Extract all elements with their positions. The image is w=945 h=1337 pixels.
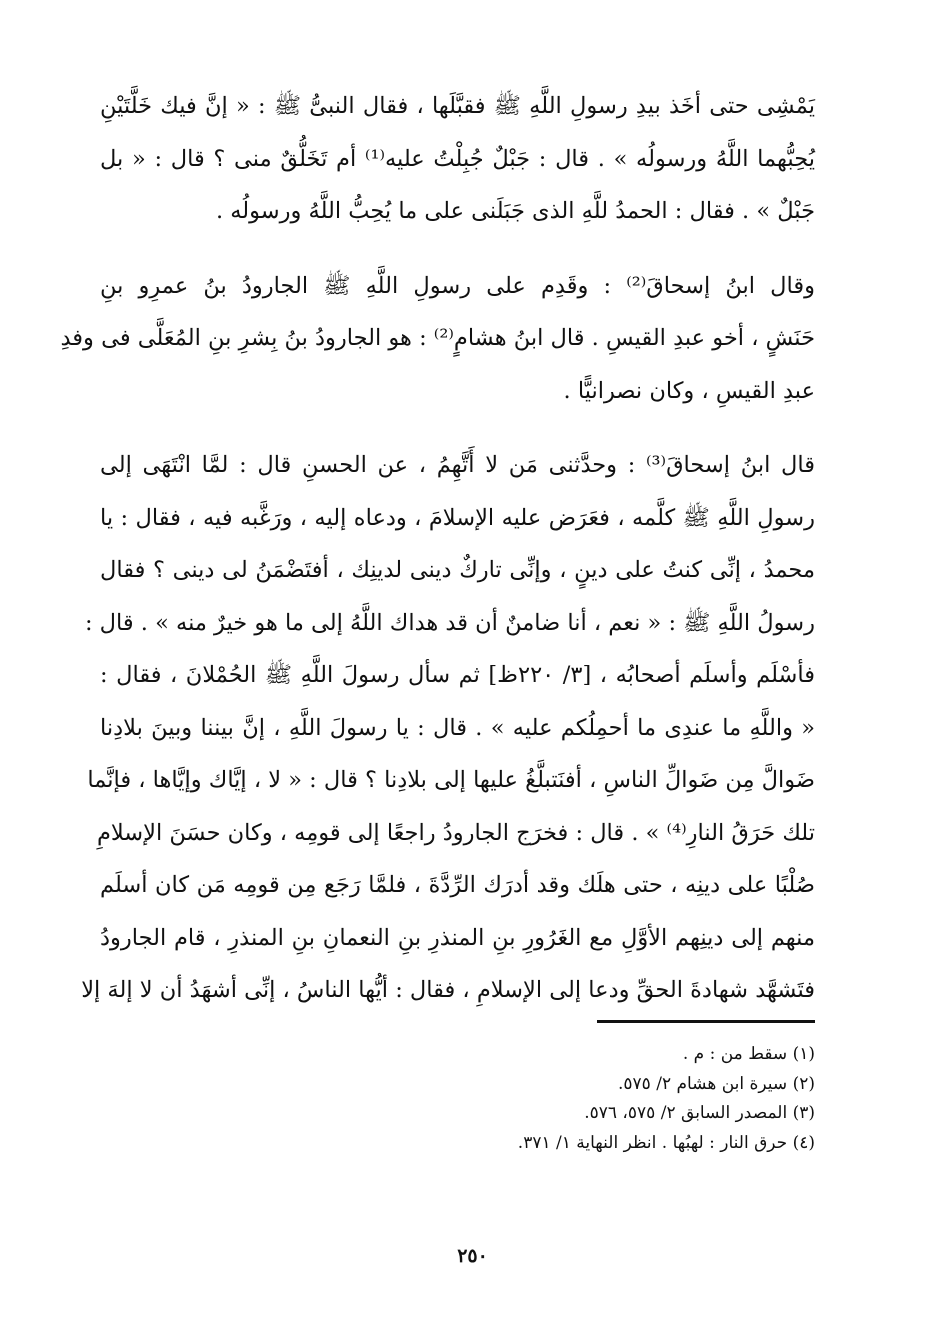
paragraph-1 <box>100 80 815 238</box>
text-line: يُحِبُّهما اللَّهُ ورسولُه » . قال : جَبْلٌ جُبِلْتُ عليه⁽¹⁾ أم تَخَلُّقٌ منى ؟ قال : « بل <box>100 145 815 172</box>
text-line: رسولُ اللَّهِ ﷺ : « نعم ، أنا ضامنٌ أن قد هداك اللَّهُ إلى ما هو خيرٌ منه » . قال : <box>84 609 815 636</box>
text-line: فأسْلَم وأسلَم أصحابُه ، [٣/ ٢٢٠ظ] ثم سأل رسولَ اللَّهِ ﷺ الحُمْلانَ ، فقال : <box>100 662 815 688</box>
paragraph-3 <box>81 439 815 1017</box>
footnote: (١) سقط من : م . <box>682 1044 815 1064</box>
main-text <box>60 80 815 1039</box>
text-line: تلك حَرَقُ النارِ⁽⁴⁾ » . قال : فخرَج الجارودُ راجعًا إلى قومِه ، وكان حسَنَ الإسلامِ <box>96 819 815 846</box>
footnote-separator <box>597 1020 815 1023</box>
text-line: يَمْشِى حتى أخَذ بيدِ رسولِ اللَّهِ ﷺ فقبَّلَها ، فقال النبىُّ ﷺ : « إنَّ فيك خَلَّتَيْنِ <box>100 93 815 119</box>
text-line: صُلْبًا على دينِه ، حتى هلَك وقد أدرَك الرِّدَّةَ ، فلمَّا رَجَع مِن قومِه مَن كان أسلَم <box>100 872 815 898</box>
text-line: حَنَشٍ ، أخو عبدِ القيسِ . قال ابنُ هشامٍ⁽²⁾ : هو الجارودُ بنُ بِشرِ بنِ المُعَلَّى فى وفدِ <box>60 325 815 351</box>
text-line: جَبْلٌ » . فقال : الحمدُ للَّهِ الذى جَبَلَنى على ما يُحِبُّ اللَّهُ ورسولُه . <box>215 198 815 224</box>
text-line: رسولِ اللَّهِ ﷺ كلَّمه ، فعَرَض عليه الإسلامَ ، ودعاه إليه ، ورَغَّبه فيه ، فقال : يا <box>100 504 815 531</box>
page-number: ٢٥٠ <box>457 1245 488 1267</box>
footnote: (٣) المصدر السابق ٢/ ٥٧٥، ٥٧٦. <box>584 1103 815 1123</box>
text-line: عبدِ القيسِ ، وكان نصرانيًّا . <box>563 377 815 404</box>
text-line: منهم إلى دينِهم الأوَّلِ مع الغَرُورِ بنِ المنذرِ بنِ النعمانِ بنِ المنذرِ ، قام الجارودُ <box>100 924 815 951</box>
footnotes <box>315 1040 815 1158</box>
text-line: محمدُ ، إنِّى كنتُ على دينٍ ، وإنِّى تاركٌ دينى لدينِك ، أفتَضْمَنُ لى دينى ؟ فقال <box>100 557 815 583</box>
text-line: فتَشهَّد شهادةَ الحقِّ ودعا إلى الإسلامِ ، فقال : أيُّها الناسُ ، إنِّى أشهَدُ أن لا إلهَ إلا <box>81 977 815 1003</box>
footnote: (٢) سيرة ابن هشام ٢/ ٥٧٥. <box>617 1073 815 1094</box>
text-line: « واللَّهِ ما عندِى ما أحمِلُكم عليه » . قال : يا رسولَ اللَّهِ ، إنَّ بيننا وبينَ بلادِنا <box>100 714 815 741</box>
paragraph-2 <box>60 260 815 418</box>
footnote: (٤) حرق النار : لهبُها . انظر النهاية ١/ ٣٧١. <box>517 1132 815 1153</box>
text-line: قال ابنُ إسحاقَ⁽³⁾ : وحدَّثنى مَن لا أَتَّهِمُ ، عن الحسنِ قال : لمَّا انْتَهَى إلى <box>100 452 815 478</box>
text-line: وقال ابنُ إسحاقَ⁽²⁾ : وقَدِم على رسولِ اللَّهِ ﷺ الجارودُ بنُ عمرِو بنِ <box>100 272 815 299</box>
text-line: ضَوالَّ مِن ضَوالِّ الناسِ ، أفنَتبلَّغُ عليها إلى بلادِنا ؟ قال : « لا ، إيَّاك وإيَّاها ، فإنَّما <box>87 767 815 793</box>
